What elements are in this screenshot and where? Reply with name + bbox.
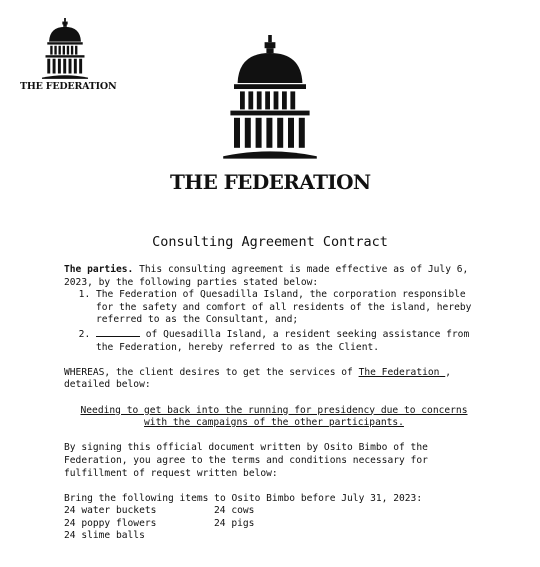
signing-paragraph: By signing this official document written by Osito Bimbo of the Federation, you agree to the terms and conditions necessary for fulfillment of request written below: [64,442,428,479]
list-item: 24 slime balls [64,530,145,542]
logo-small-text: THE FEDERATION [20,81,117,92]
parties-paragraph [64,264,484,289]
need-statement: Needing to get back into the running for presidency due to concerns with the campaigns of the other participants. [80,404,468,429]
party-2-text: of Quesadilla Island, a resident seeking assistance from the Federation, hereby referred to as the Client. [96,328,470,353]
list-item [96,289,484,327]
whereas-paragraph [64,367,484,392]
whereas-text: WHEREAS, the client desires to get the services of [64,366,359,378]
list-item: 24 water buckets [64,505,157,517]
list-item: 24 cows [214,505,255,517]
parties-text: This consulting agreement is made effective as of July 6, 2023, by the following parties stated below: [64,264,469,288]
logo-big-text: THE FEDERATION [170,170,371,194]
capitol-icon [210,30,330,166]
document-title: Consulting Agreement Contract [152,234,388,250]
list-item [96,327,484,354]
items-list [64,505,484,543]
list-item: 24 pigs [214,517,255,529]
logo-big [170,30,370,194]
whereas-text-end: , detailed below: [64,366,451,391]
parties-label: The parties. [64,264,134,275]
federation-link[interactable]: The Federation [358,366,446,378]
list-item: 24 poppy flowers [64,517,157,529]
client-name-blank[interactable] [96,327,140,337]
document-body [64,264,484,543]
party-1-text: The Federation of Quesadilla Island, the corporation responsible for the safety and comfort of all residents of the island, hereby referred to as the Consultant, and; [96,289,472,326]
parties-list [64,289,484,354]
capitol-icon [35,18,95,80]
logo-small [20,18,117,92]
items-intro: Bring the following items to Osito Bimbo before July 31, 2023: [64,492,423,504]
